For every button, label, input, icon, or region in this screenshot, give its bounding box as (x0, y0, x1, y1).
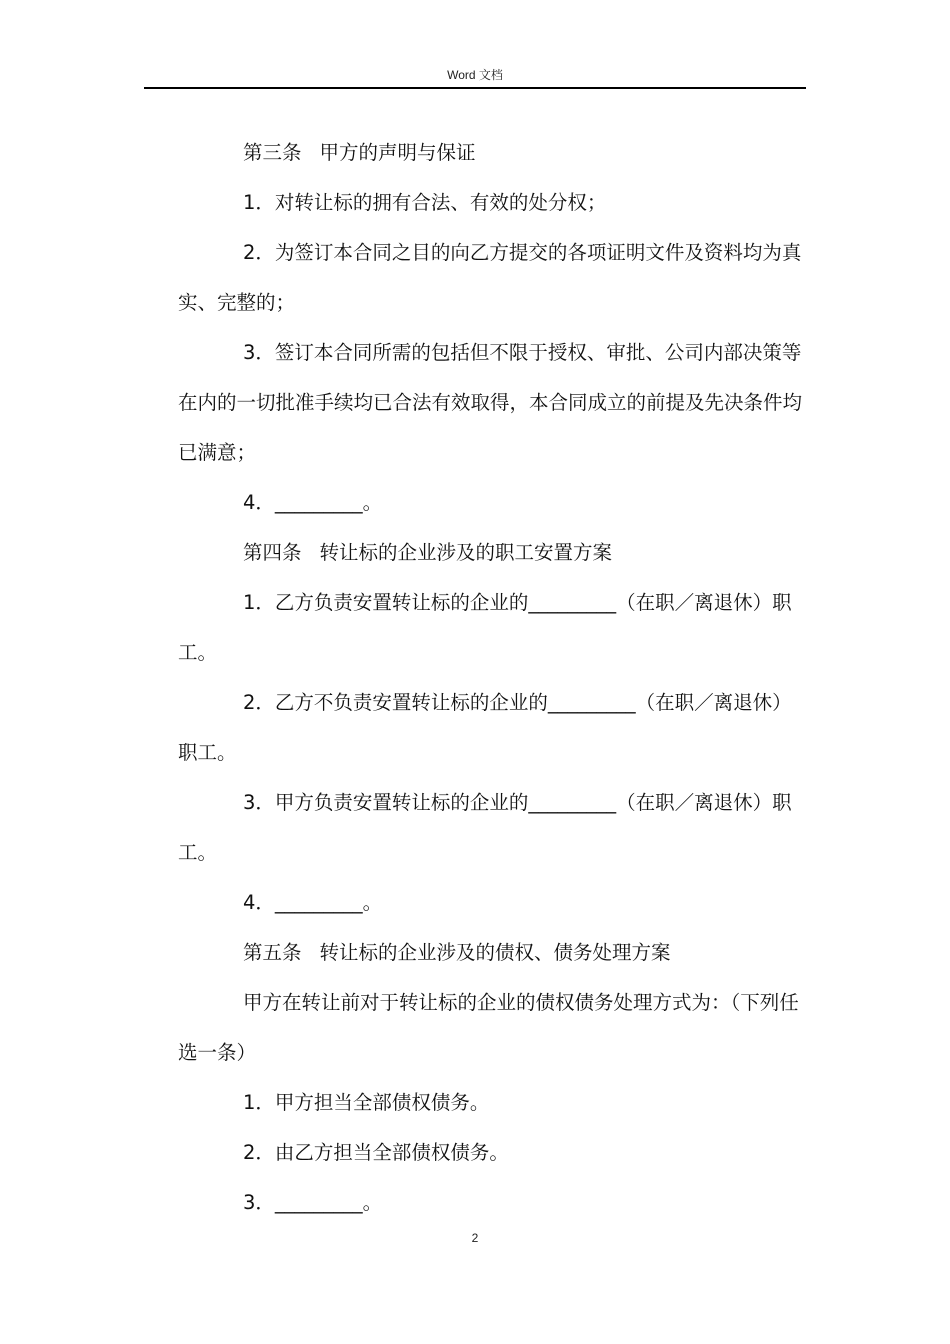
article-4-title: 转让标的企业涉及的职工安置方案 (319, 541, 613, 564)
article-5-title: 转让标的企业涉及的债权、债务处理方案 (319, 941, 671, 964)
article-3-item-4: 4．_________。 (243, 491, 383, 514)
page-number: 2 (471, 1231, 479, 1245)
article-3-title: 甲方的声明与保证 (319, 141, 476, 164)
article-5-item-1: 1．甲方担当全部债权债务。 (243, 1091, 490, 1114)
header-rule (144, 87, 806, 89)
article-4-item-3: 3．甲方负责安置转让标的企业的_________（在职／离退休）职工。 (178, 791, 792, 864)
article-5-item-3: 3．_________。 (243, 1191, 383, 1214)
article-4-heading (178, 528, 804, 578)
article-4-item-4: 4．_________。 (243, 891, 383, 914)
article-5-item-2: 2．由乙方担当全部债权债务。 (243, 1141, 509, 1164)
article-5-intro: 甲方在转让前对于转让标的企业的债权债务处理方式为：（下列任选一条） (178, 991, 799, 1064)
article-3-item-1: 1．对转让标的拥有合法、有效的处分权； (243, 191, 607, 214)
article-5-heading (178, 928, 804, 978)
article-4-item-1: 1．乙方负责安置转让标的企业的_________（在职／离退休）职工。 (178, 591, 792, 664)
document-body (178, 128, 804, 1228)
article-3-item-2: 2．为签订本合同之目的向乙方提交的各项证明文件及资料均为真实、完整的； (178, 241, 802, 314)
article-4-item-2: 2．乙方不负责安置转让标的企业的_________（在职／离退休）职工。 (178, 691, 792, 764)
article-3-number: 第三条 (243, 141, 302, 164)
article-5-number: 第五条 (243, 941, 302, 964)
page-header: Word 文档 (447, 68, 503, 82)
article-4-number: 第四条 (243, 541, 302, 564)
article-3-item-3: 3．签订本合同所需的包括但不限于授权、审批、公司内部决策等在内的一切批准手续均已合法有效取得，本合同成立的前提及先决条件均已满意； (178, 341, 803, 464)
article-3-heading (178, 128, 804, 178)
